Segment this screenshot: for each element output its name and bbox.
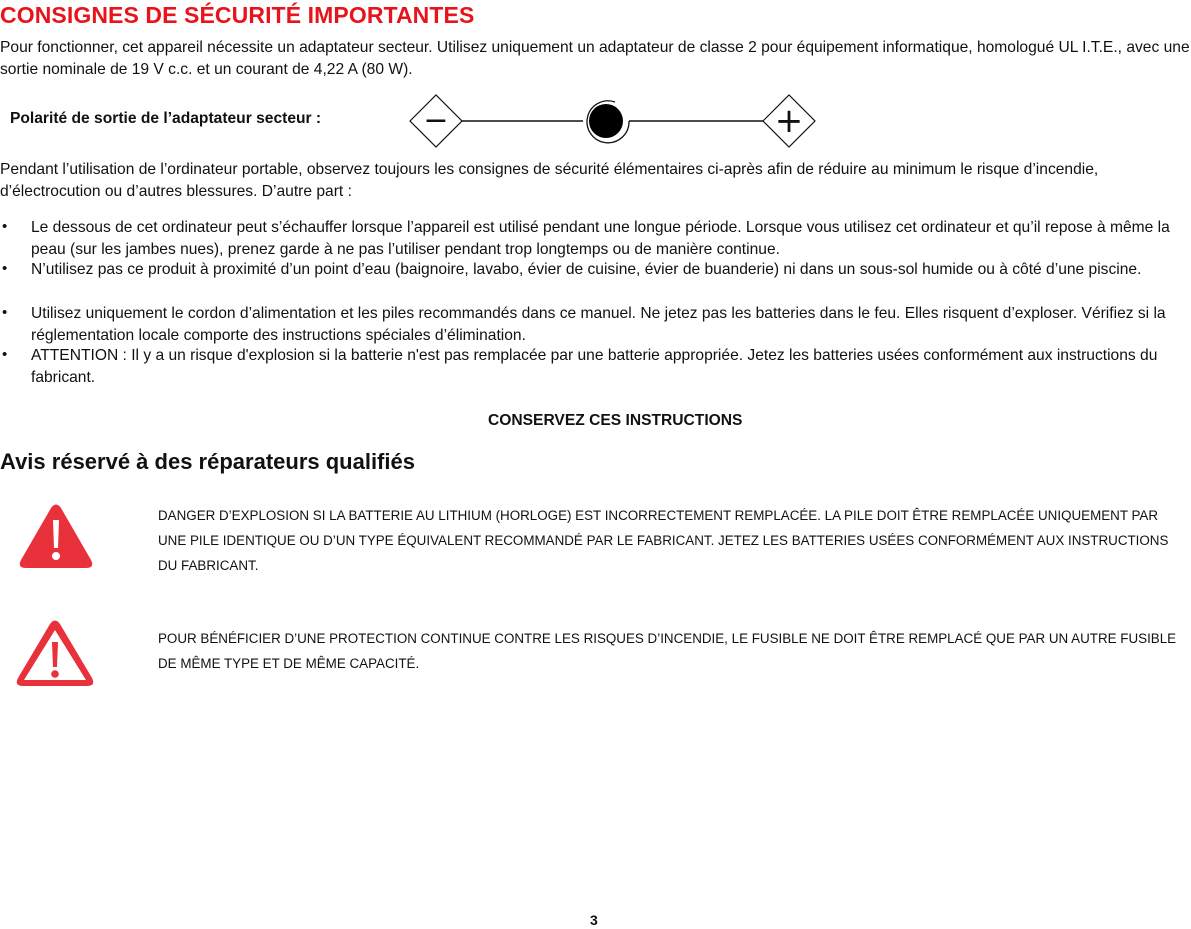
warning-triangle-filled-icon	[18, 502, 94, 572]
list-item	[0, 259, 1191, 303]
bullet-dot: •	[2, 218, 8, 235]
intro-paragraph: Pour fonctionner, cet appareil nécessite un adaptateur secteur. Utilisez uniquement un adaptateur de classe 2 pour équipement informatique, homologué UL I.T.E., avec une sortie nominale de 19 V c.c. et un courant de 4,22 A (80 W).	[0, 39, 1190, 78]
section-title: Avis réservé à des réparateurs qualifiés	[0, 449, 415, 474]
center-pin	[589, 104, 623, 138]
lithium-battery-warning: DANGER D’EXPLOSION SI LA BATTERIE AU LITHIUM (HORLOGE) EST INCORRECTEMENT REMPLACÉE. LA PILE DOIT ÊTRE REMPLACÉE UNIQUEMENT PAR UNE PILE IDENTIQUE OU D’UN TYPE ÉQUIVALENT RECOMMANDÉ PAR LE FABRICANT. JETEZ LES BATTERIES USÉES CONFORMÉMENT AUX INSTRUCTIONS DU FABRICANT.	[158, 508, 1169, 573]
polarity-diagram	[405, 90, 825, 152]
list-item	[0, 217, 1191, 259]
bullet-dot: •	[2, 346, 8, 363]
usage-paragraph: Pendant l’utilisation de l’ordinateur portable, observez toujours les consignes de sécurité élémentaires ci-après afin de réduire au minimum le risque d’incendie, d’électrocution ou d’autres blessures. D’autre part :	[0, 161, 1099, 200]
fuse-warning: POUR BÉNÉFICIER D’UNE PROTECTION CONTINUE CONTRE LES RISQUES D’INCENDIE, LE FUSIBLE NE DOIT ÊTRE REMPLACÉ QUE PAR UN AUTRE FUSIBLE DE MÊME TYPE ET DE MÊME CAPACITÉ.	[158, 631, 1177, 671]
minus-symbol: −	[423, 103, 449, 138]
list-item	[0, 303, 1191, 345]
plus-symbol: +	[774, 101, 804, 141]
warning-triangle-outline-icon	[15, 618, 95, 690]
polarity-label: Polarité de sortie de l’adaptateur secteur :	[10, 110, 322, 127]
list-item	[0, 345, 1191, 389]
bullet-dot: •	[2, 260, 8, 277]
page-title: CONSIGNES DE SÉCURITÉ IMPORTANTES	[0, 2, 475, 28]
page-number: 3	[590, 912, 598, 928]
list-item-text: Le dessous de cet ordinateur peut s’échauffer lorsque l’appareil est utilisé pendant une longue période. Lorsque vous utilisez cet ordinateur et qu’il repose à même la peau (sur les jambes nues), prenez garde à ne pas l’utiliser pendant trop longtemps ou de manière continue.	[31, 219, 1170, 258]
list-item-text: N’utilisez pas ce produit à proximité d’un point d’eau (baignoire, lavabo, évier de cuisine, évier de buanderie) ni dans un sous-sol humide ou à côté d’une piscine.	[31, 261, 1142, 278]
list-item-text: ATTENTION : Il y a un risque d'explosion si la batterie n'est pas remplacée par une batterie appropriée. Jetez les batteries usées conformément aux instructions du fabricant.	[31, 347, 1158, 386]
keep-instructions-heading: CONSERVEZ CES INSTRUCTIONS	[488, 412, 743, 429]
safety-list	[0, 217, 1191, 389]
bullet-dot: •	[2, 304, 8, 321]
list-item-text: Utilisez uniquement le cordon d’alimentation et les piles recommandés dans ce manuel. Ne jetez pas les batteries dans le feu. Elles risquent d’exploser. Vérifiez si la réglementation locale comporte des instructions spéciales d’élimination.	[31, 305, 1166, 344]
